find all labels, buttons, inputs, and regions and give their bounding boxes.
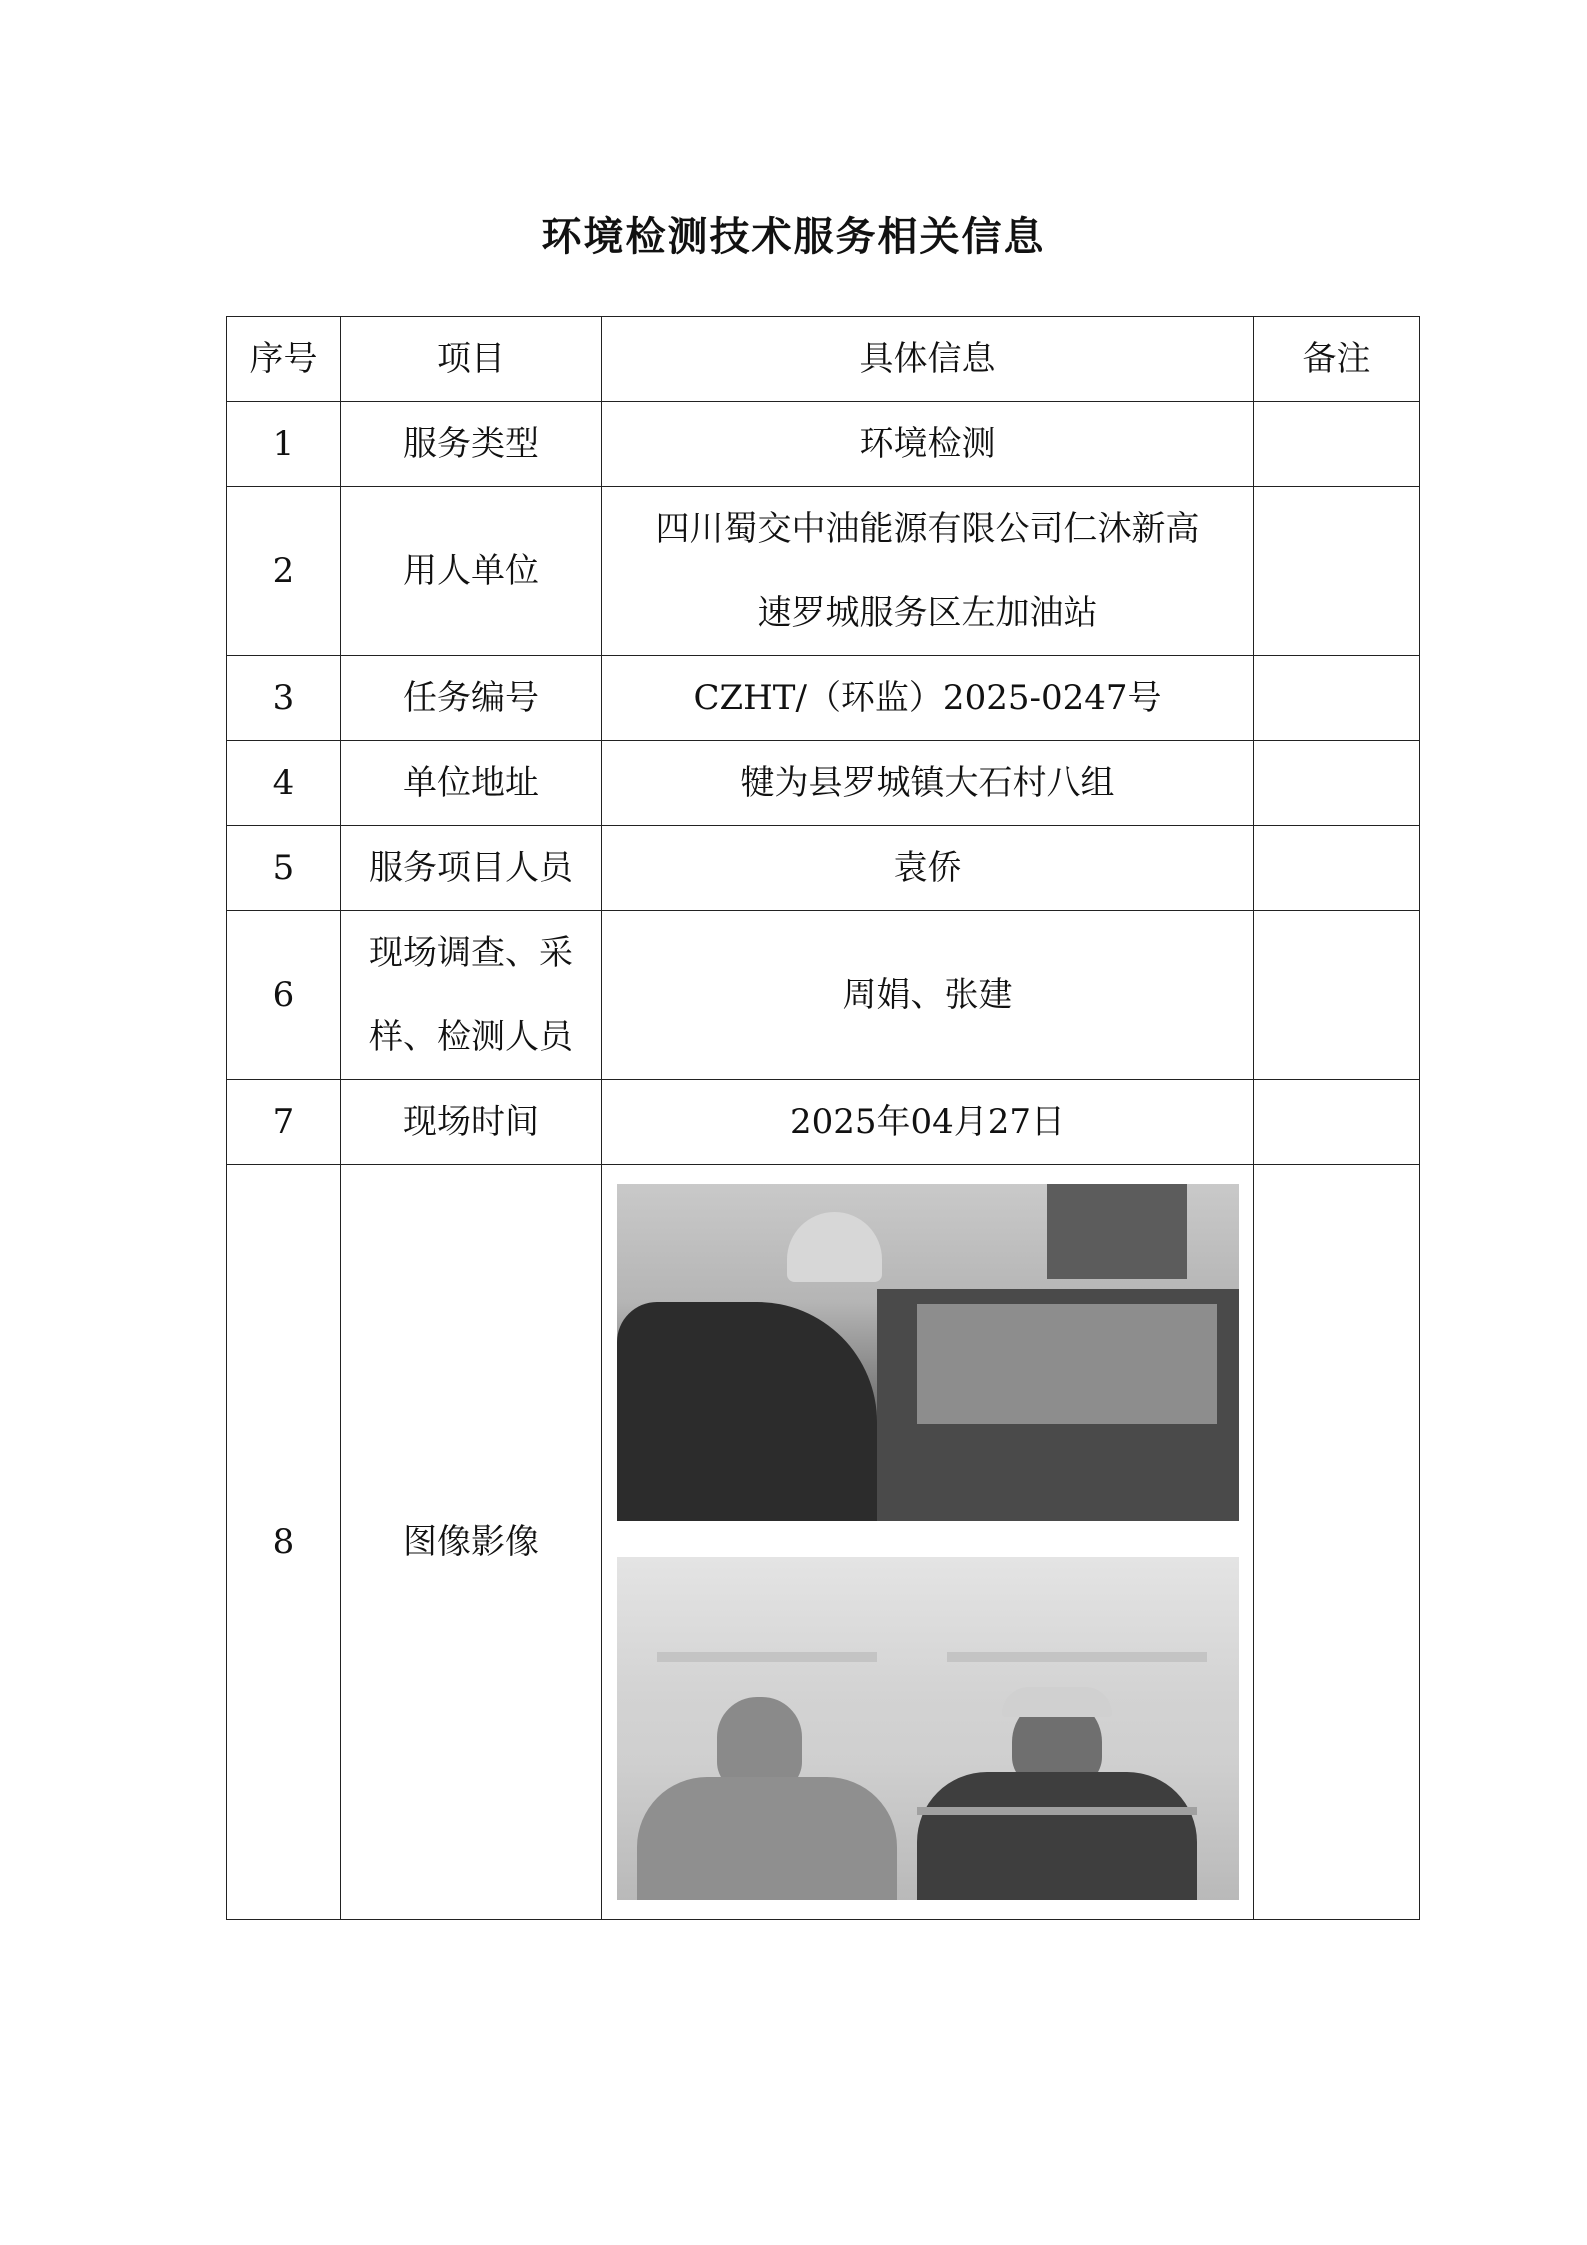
header-info: 具体信息 xyxy=(602,317,1254,402)
table-row xyxy=(227,741,1420,826)
table-row xyxy=(227,826,1420,911)
row-info: 环境检测 xyxy=(602,402,1254,487)
row-item: 服务类型 xyxy=(341,402,602,487)
header-item: 项目 xyxy=(341,317,602,402)
row-item xyxy=(341,911,602,1080)
table-row xyxy=(227,402,1420,487)
row-info: 犍为县罗城镇大石村八组 xyxy=(602,741,1254,826)
row-info: CZHT/（环监）2025-0247号 xyxy=(602,656,1254,741)
row-no: 7 xyxy=(227,1080,341,1165)
row-note xyxy=(1254,402,1420,487)
row-no: 5 xyxy=(227,826,341,911)
header-no: 序号 xyxy=(227,317,341,402)
table-row xyxy=(227,911,1420,1080)
row-item-line: 现场调查、采 xyxy=(369,933,573,973)
row-note xyxy=(1254,656,1420,741)
row-no: 3 xyxy=(227,656,341,741)
row-no: 8 xyxy=(227,1165,341,1920)
table-row xyxy=(227,1080,1420,1165)
row-note xyxy=(1254,741,1420,826)
row-note xyxy=(1254,911,1420,1080)
row-info xyxy=(602,487,1254,656)
row-item: 服务项目人员 xyxy=(341,826,602,911)
row-info: 袁侨 xyxy=(602,826,1254,911)
row-item: 单位地址 xyxy=(341,741,602,826)
table-header-row xyxy=(227,317,1420,402)
row-note xyxy=(1254,487,1420,656)
row-info: 周娟、张建 xyxy=(602,911,1254,1080)
row-info: 2025年04月27日 xyxy=(602,1080,1254,1165)
row-note xyxy=(1254,826,1420,911)
header-note: 备注 xyxy=(1254,317,1420,402)
site-photo-2 xyxy=(617,1557,1239,1900)
site-photo-1 xyxy=(617,1184,1239,1521)
document-title: 环境检测技术服务相关信息 xyxy=(541,214,1046,260)
row-info-photos xyxy=(602,1165,1254,1920)
info-table xyxy=(226,316,1420,1920)
row-no: 6 xyxy=(227,911,341,1080)
row-no: 1 xyxy=(227,402,341,487)
row-info-line: 速罗城服务区左加油站 xyxy=(757,593,1098,633)
table-row xyxy=(227,656,1420,741)
table-row xyxy=(227,487,1420,656)
row-item: 用人单位 xyxy=(341,487,602,656)
table-row xyxy=(227,1165,1420,1920)
row-item-line: 样、检测人员 xyxy=(369,1017,573,1057)
row-note xyxy=(1254,1080,1420,1165)
row-item: 任务编号 xyxy=(341,656,602,741)
row-item: 现场时间 xyxy=(341,1080,602,1165)
row-note xyxy=(1254,1165,1420,1920)
row-info-line: 四川蜀交中油能源有限公司仁沐新高 xyxy=(655,509,1200,549)
row-no: 4 xyxy=(227,741,341,826)
row-no: 2 xyxy=(227,487,341,656)
row-item: 图像影像 xyxy=(341,1165,602,1920)
